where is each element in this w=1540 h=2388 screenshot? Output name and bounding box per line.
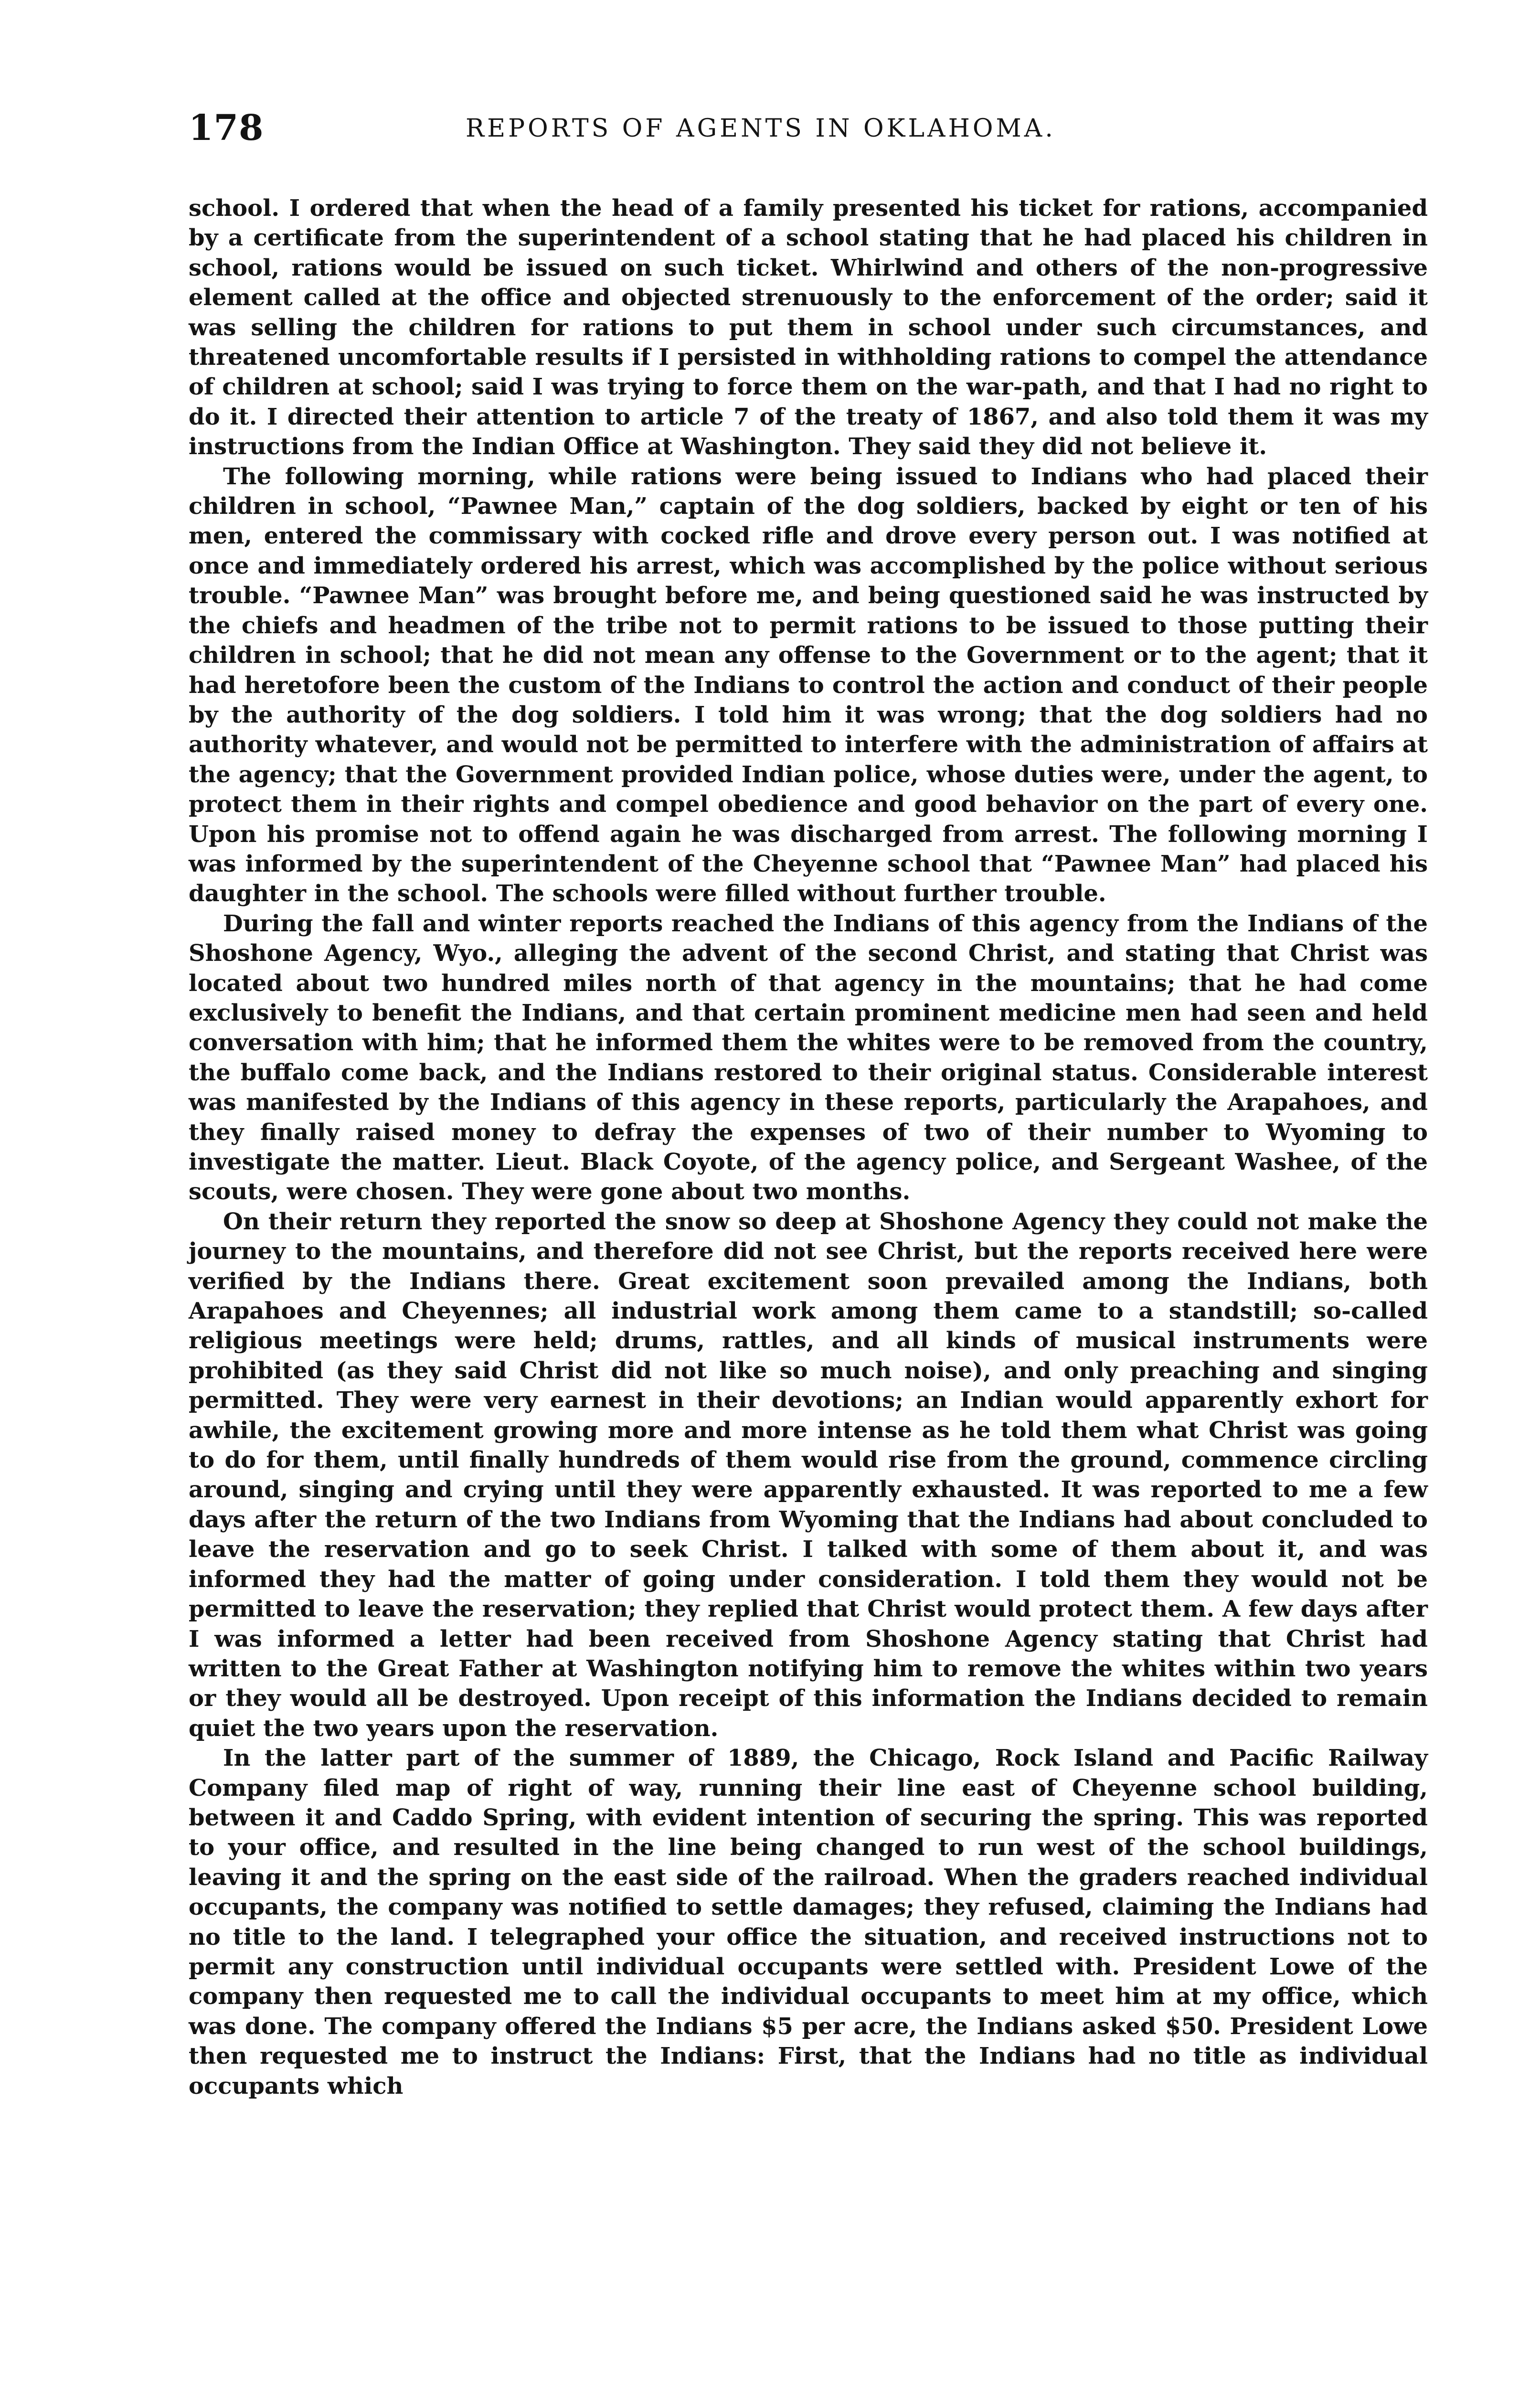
document-page (189, 107, 1428, 2101)
paragraph-pawnee-man: The following morning, while rations were being issued to Indians who had placed their children in school, “Pawnee Man,” captain of the dog soldiers, backed by eight or ten of his men, entered the commissary with cocked rifle and drove every person out. I was notified at once and immediately ordered his arrest, which was accomplished by the police without serious trouble. “Pawnee Man” was brought before me, and being questioned said he was instructed by the chiefs and headmen of the tribe not to permit rations to be issued to those putting their children in school; that he did not mean any offense to the Government or to the agent; that it had heretofore been the custom of the Indians to control the action and conduct of their people by the authority of the dog soldiers. I told him it was wrong; that the dog soldiers had no authority whatever, and would not be permitted to interfere with the administration of affairs at the agency; that the Government provided Indian police, whose duties were, under the agent, to protect them in their rights and compel obedience and good behavior on the part of every one. Upon his promise not to offend again he was discharged from arrest. The following morning I was informed by the superintendent of the Cheyenne school that “Pawnee Man” had placed his daughter in the school. The schools were filled without further trouble. (189, 463, 1428, 907)
paragraph-railway-company: In the latter part of the summer of 1889, the Chicago, Rock Island and Pacific Railway Company filed map of right of way, running their line east of Cheyenne school building, between it and Caddo Spring, with evident intention of securing the spring. This was reported to your office, and resulted in the line being changed to run west of the school buildings, leaving it and the spring on the east side of the railroad. When the graders reached individual occupants, the company was notified to settle damages; they refused, claiming the Indians had no title to the land. I telegraphed your office the situation, and received instructions not to permit any construction until individual occupants were settled with. President Lowe of the company then requested me to call the individual occupants to meet him at my office, which was done. The company offered the Indians $5 per acre, the Indians asked $50. President Lowe then requested me to instruct the Indians: First, that the Indians had no title as individual occupants which (189, 1745, 1428, 2100)
page-number: 178 (189, 107, 264, 149)
paragraph-1-continuation: school. I ordered that when the head of a family presented his ticket for rations, accompanied by a certificate from the superintendent of a school stating that he had placed his children in school, rations would be issued on such ticket. Whirlwind and others of the non-progressive element called at the office and objected strenuously to the enforcement of the order; said it was selling the children for rations to put them in school under such circumstances, and threatened uncomfortable results if I persisted in withholding rations to compel the attendance of children at school; said I was trying to force them on the war-path, and that I had no right to do it. I directed their attention to article 7 of the treaty of 1867, and also told them it was my instructions from the Indian Office at Washington. They said they did not believe it. (189, 195, 1428, 460)
running-header (189, 107, 1428, 160)
body-text (189, 193, 1428, 2101)
paragraph-shoshone-reports: During the fall and winter reports reached the Indians of this agency from the Indians of the Shoshone Agency, Wyo., alleging the advent of the second Christ, and stating that Christ was located about two hundred miles north of that agency in the mountains; that he had come exclusively to benefit the Indians, and that certain prominent medicine men had seen and held conversation with him; that he informed them the whites were to be removed from the country, the buffalo come back, and the Indians restored to their original status. Considerable interest was manifested by the Indians of this agency in these reports, particularly the Arapahoes, and they finally raised money to defray the expenses of two of their number to Wyoming to investigate the matter. Lieut. Black Coyote, of the agency police, and Sergeant Washee, of the scouts, were chosen. They were gone about two months. (189, 910, 1428, 1205)
paragraph-return-report: On their return they reported the snow so deep at Shoshone Agency they could not make the journey to the mountains, and therefore did not see Christ, but the reports received here were verified by the Indians there. Great excitement soon prevailed among the Indians, both Arapahoes and Cheyennes; all industrial work among them came to a standstill; so-called religious meetings were held; drums, rattles, and all kinds of musical instruments were prohibited (as they said Christ did not like so much noise), and only preaching and singing permitted. They were very earnest in their devotions; an Indian would apparently exhort for awhile, the excitement growing more and more intense as he told them what Christ was going to do for them, until finally hundreds of them would rise from the ground, commence circling around, singing and crying until they were apparently exhausted. It was reported to me a few days after the return of the two Indians from Wyoming that the Indians had about concluded to leave the reservation and go to seek Christ. I talked with some of them about it, and was informed they had the matter of going under consideration. I told them they would not be permitted to leave the reservation; they replied that Christ would protect them. A few days after I was informed a letter had been received from Shoshone Agency stating that Christ had written to the Great Father at Washington notifying him to remove the whites within two years or they would all be destroyed. Upon receipt of this information the Indians decided to remain quiet the two years upon the reservation. (189, 1208, 1428, 1742)
running-title: REPORTS OF AGENTS IN OKLAHOMA. (466, 114, 1056, 143)
